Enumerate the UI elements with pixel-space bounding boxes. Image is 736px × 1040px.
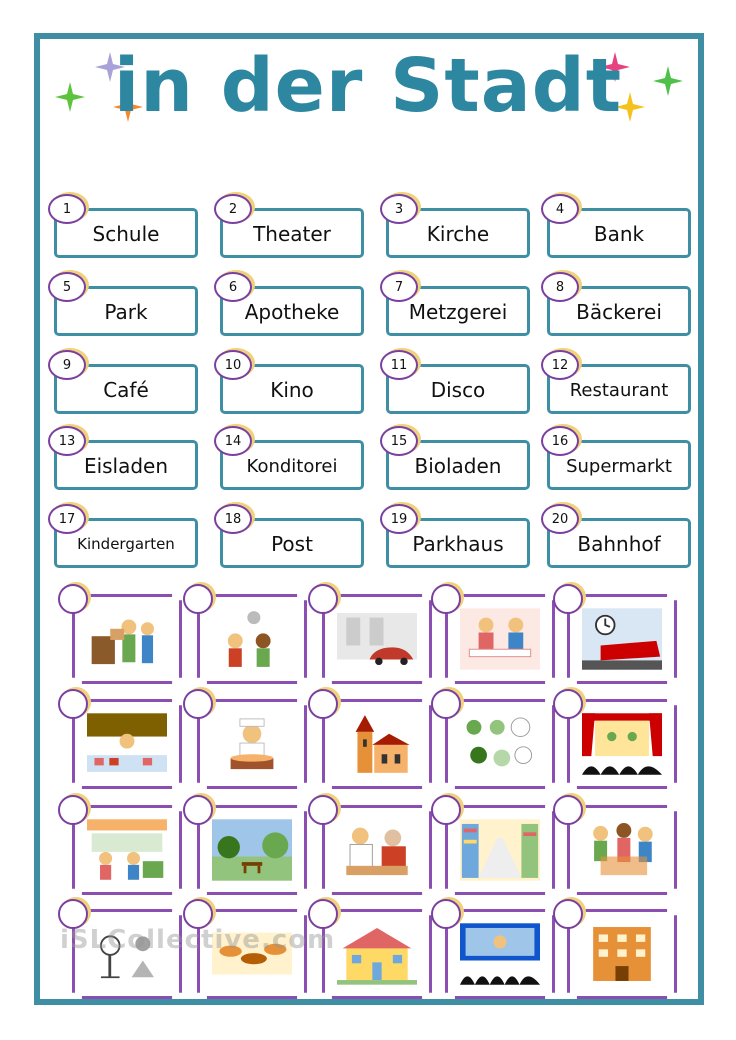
- answer-circle[interactable]: [183, 584, 213, 614]
- butcher-icon: [87, 712, 167, 776]
- picture-card: [72, 805, 182, 895]
- ice-cream-shop-icon: [87, 818, 167, 882]
- word-label: Konditorei: [246, 455, 338, 477]
- word-label: Bahnhof: [577, 532, 661, 556]
- number-badge: 18: [214, 504, 252, 534]
- picture-card: [567, 594, 677, 684]
- word-label: Disco: [430, 378, 486, 402]
- picture-card: [197, 805, 307, 895]
- number-badge: 12: [541, 350, 579, 380]
- word-label: Kindergarten: [77, 535, 175, 553]
- church-icon: [337, 712, 417, 776]
- number-badge: 1: [48, 194, 86, 224]
- picture-card: [567, 805, 677, 895]
- word-label: Bäckerei: [576, 300, 662, 324]
- picture-card: [322, 699, 432, 789]
- number-badge: 16: [541, 426, 579, 456]
- answer-circle[interactable]: [431, 899, 461, 929]
- number-badge: 8: [541, 272, 579, 302]
- number-badge: 6: [214, 272, 252, 302]
- picture-card: [322, 909, 432, 999]
- answer-circle[interactable]: [308, 584, 338, 614]
- picture-card: [72, 699, 182, 789]
- restaurant-icon: [460, 607, 540, 671]
- number-badge: 15: [380, 426, 418, 456]
- bank-icon: [582, 922, 662, 986]
- theater-icon: [582, 712, 662, 776]
- number-badge: 3: [380, 194, 418, 224]
- word-label: Apotheke: [244, 300, 340, 324]
- number-badge: 17: [48, 504, 86, 534]
- picture-card: [322, 594, 432, 684]
- word-label: Eisladen: [83, 454, 169, 478]
- watermark: iSLCollective.com: [60, 925, 336, 955]
- disco-icon: [212, 607, 292, 671]
- number-badge: 9: [48, 350, 86, 380]
- word-label: Theater: [253, 222, 331, 246]
- answer-circle[interactable]: [431, 795, 461, 825]
- answer-circle[interactable]: [308, 795, 338, 825]
- picture-card: [197, 699, 307, 789]
- number-badge: 4: [541, 194, 579, 224]
- answer-circle[interactable]: [431, 584, 461, 614]
- word-label: Restaurant: [569, 379, 669, 401]
- word-label: Kirche: [426, 222, 490, 246]
- park-icon: [212, 818, 292, 882]
- number-badge: 14: [214, 426, 252, 456]
- answer-circle[interactable]: [58, 689, 88, 719]
- word-label: Post: [271, 532, 313, 556]
- number-badge: 2: [214, 194, 252, 224]
- number-badge: 13: [48, 426, 86, 456]
- supermarket-icon: [460, 818, 540, 882]
- picture-card: [445, 909, 555, 999]
- answer-circle[interactable]: [183, 689, 213, 719]
- picture-card: [445, 805, 555, 895]
- word-label: Bank: [593, 222, 645, 246]
- number-badge: 10: [214, 350, 252, 380]
- answer-circle[interactable]: [431, 689, 461, 719]
- word-label: Metzgerei: [408, 300, 508, 324]
- picture-card: [322, 805, 432, 895]
- post-office-icon: [87, 607, 167, 671]
- number-badge: 7: [380, 272, 418, 302]
- number-badge: 20: [541, 504, 579, 534]
- word-label: Bioladen: [414, 454, 502, 478]
- number-badge: 19: [380, 504, 418, 534]
- answer-circle[interactable]: [553, 689, 583, 719]
- word-label: Park: [104, 300, 148, 324]
- picture-card: [197, 594, 307, 684]
- number-badge: 11: [380, 350, 418, 380]
- answer-circle[interactable]: [553, 899, 583, 929]
- answer-circle[interactable]: [553, 584, 583, 614]
- answer-circle[interactable]: [58, 584, 88, 614]
- word-label: Supermarkt: [566, 455, 672, 477]
- parking-garage-icon: [337, 607, 417, 671]
- school-icon: [337, 922, 417, 986]
- train-station-icon: [582, 607, 662, 671]
- kindergarten-icon: [582, 818, 662, 882]
- page-title: in der Stadt: [113, 43, 623, 129]
- organic-shop-icon: [460, 712, 540, 776]
- answer-circle[interactable]: [58, 795, 88, 825]
- picture-card: [567, 699, 677, 789]
- number-badge: 5: [48, 272, 86, 302]
- word-label: Parkhaus: [412, 532, 504, 556]
- answer-circle[interactable]: [553, 795, 583, 825]
- word-label: Kino: [270, 378, 314, 402]
- word-label: Café: [103, 378, 149, 402]
- word-label: Schule: [92, 222, 160, 246]
- pastry-shop-icon: [212, 712, 292, 776]
- cinema-icon: [460, 922, 540, 986]
- answer-circle[interactable]: [183, 795, 213, 825]
- picture-card: [445, 699, 555, 789]
- picture-card: [567, 909, 677, 999]
- picture-card: [72, 594, 182, 684]
- answer-circle[interactable]: [308, 689, 338, 719]
- picture-card: [445, 594, 555, 684]
- pharmacy-icon: [337, 818, 417, 882]
